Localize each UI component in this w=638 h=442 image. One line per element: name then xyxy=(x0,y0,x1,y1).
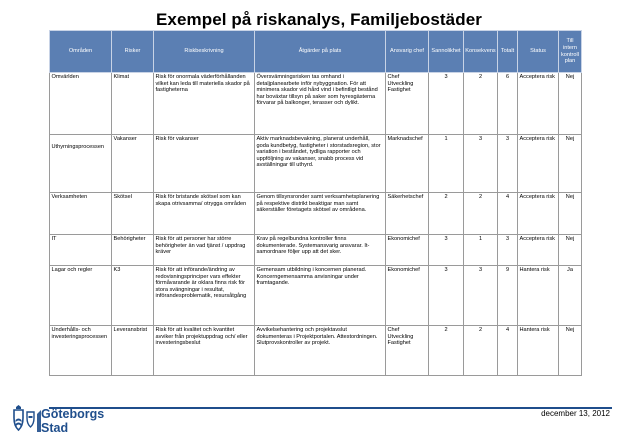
cell-intern-kontroll: Nej xyxy=(559,326,582,376)
col-header-sannolikhet: Sannolikhet xyxy=(429,31,464,73)
cell-ansvarig: Säkerhetschef xyxy=(386,193,429,235)
col-header-riskbeskrivning: Riskbeskrivning xyxy=(154,31,255,73)
table-header-row xyxy=(50,31,613,73)
table-row xyxy=(50,326,613,376)
cell-sannolikhet: 3 xyxy=(429,266,464,326)
cell-omrade: Verksamheten xyxy=(50,193,112,235)
cell-risk: Vakanser xyxy=(112,135,154,193)
cell-konsekvens: 2 xyxy=(464,326,498,376)
cell-sannolikhet: 3 xyxy=(429,235,464,266)
cell-konsekvens: 2 xyxy=(464,193,498,235)
cell-konsekvens: 3 xyxy=(464,266,498,326)
col-header-ansvarig: Ansvarig chef xyxy=(386,31,429,73)
cell-riskbeskrivning: Risk för att införande/ändring av redovisningsprinciper vars effekter förmåvarande är oklara finns risk för stora svängningar i resultat, införandesproblematik, resursåtgång xyxy=(154,266,255,326)
cell-intern-kontroll: Nej xyxy=(559,73,582,135)
cell-riskbeskrivning: Risk för bristande skötsel som kan skapa otrivsamma/ otrygga områden xyxy=(154,193,255,235)
cell-status: Hantera risk xyxy=(518,326,559,376)
risk-table xyxy=(49,30,613,376)
logo-wordmark xyxy=(41,407,104,435)
cell-atgarder: Genom tillsynsronder samt verksamhetsplanering på respektive distrikt beaktigar man samt säkerställer företagets skötsel av områdena. xyxy=(255,193,386,235)
cell-totalt: 3 xyxy=(498,135,518,193)
cell-totalt: 9 xyxy=(498,266,518,326)
cell-risk: K3 xyxy=(112,266,154,326)
table-row xyxy=(50,73,613,135)
cell-risk: Behörigheter xyxy=(112,235,154,266)
table-row xyxy=(50,193,613,235)
cell-intern-kontroll: Ja xyxy=(559,266,582,326)
cell-omrade: IT xyxy=(50,235,112,266)
cell-sannolikhet: 1 xyxy=(429,135,464,193)
col-header-omraden: Områden xyxy=(50,31,112,73)
cell-sannolikhet: 2 xyxy=(429,326,464,376)
cell-totalt: 4 xyxy=(498,193,518,235)
cell-status: Acceptera risk xyxy=(518,135,559,193)
cell-atgarder: Avvikelsehantering och projektavslut dokumenteras i Projektportalen. Attestordningen. Slutprovskontroller av projekt. xyxy=(255,326,386,376)
cell-atgarder: Översvämningsrisken tas omhand i detaljplanearbete inför nybyggnation. För att minimera skador vid hård vind i befintligt bestånd har boväxtar tillsyn på saker som hyresgästerna förvarar på balkonger, terasser och dylikt. xyxy=(255,73,386,135)
cell-omrade: Underhålls- och investeringsprocessen xyxy=(50,326,112,376)
cell-konsekvens: 3 xyxy=(464,135,498,193)
footer-divider xyxy=(49,407,612,409)
cell-status: Acceptera risk xyxy=(518,73,559,135)
cell-atgarder: Krav på regelbundna kontroller finns dokumenterade. Systemansvarig ansvarar. It-samordnare följer upp att det sker. xyxy=(255,235,386,266)
cell-risk: Klimat xyxy=(112,73,154,135)
col-header-till-intern-kontroll: Till intern kontroll plan xyxy=(559,31,582,73)
col-header-totalt: Totalt xyxy=(498,31,518,73)
col-header-risker: Risker xyxy=(112,31,154,73)
cell-konsekvens: 1 xyxy=(464,235,498,266)
cell-ansvarig: Ekonomichef xyxy=(386,266,429,326)
cell-intern-kontroll: Nej xyxy=(559,235,582,266)
cell-omrade: Omvärlden xyxy=(50,73,112,135)
table-row xyxy=(50,266,613,326)
cell-totalt: 6 xyxy=(498,73,518,135)
cell-ansvarig: Chef Utveckling Fastighet xyxy=(386,73,429,135)
document-title: Exempel på riskanalys, Familjebostäder xyxy=(155,10,482,29)
cell-riskbeskrivning: Risk för vakanser xyxy=(154,135,255,193)
table-row xyxy=(50,135,613,193)
logo-text-line1: Göteborgs xyxy=(41,407,105,421)
cell-sannolikhet: 2 xyxy=(429,193,464,235)
cell-sannolikhet: 3 xyxy=(429,73,464,135)
cell-omrade: Uthyrningsprocessen xyxy=(50,135,112,193)
cell-riskbeskrivning: Risk för att personer har större behörigheter än vad tjänst / uppdrag kräver xyxy=(154,235,255,266)
cell-status: Hantera risk xyxy=(518,266,559,326)
cell-totalt: 4 xyxy=(498,326,518,376)
cell-ansvarig: Ekonomichef xyxy=(386,235,429,266)
cell-riskbeskrivning: Risk för onormala väderförhållanden vilket kan leda till materiella skador på fastigheterna xyxy=(154,73,255,135)
cell-status: Acceptera risk xyxy=(518,235,559,266)
cell-risk: Skötsel xyxy=(112,193,154,235)
cell-totalt: 3 xyxy=(498,235,518,266)
logo-text-line2: Stad xyxy=(41,421,69,435)
cell-intern-kontroll: Nej xyxy=(559,135,582,193)
cell-intern-kontroll: Nej xyxy=(559,193,582,235)
cell-ansvarig: Marknadschef xyxy=(386,135,429,193)
cell-ansvarig: Chef Utveckling Fastighet xyxy=(386,326,429,376)
col-header-atgarder: Åtgärder på plats xyxy=(255,31,386,73)
cell-atgarder: Aktiv marknadsbevakning, planerat underhåll, goda kundbetyg, fastigheter i storstadsregion, stor variation i beståndet, tydliga rapporter och uppföljning av vakanser, snabb process vid avställningar till uthyrd. xyxy=(255,135,386,193)
cell-konsekvens: 2 xyxy=(464,73,498,135)
cell-status: Acceptera risk xyxy=(518,193,559,235)
col-header-konsekvens: Konsekvens xyxy=(464,31,498,73)
table-row xyxy=(50,235,613,266)
cell-risk: Leveransbrist xyxy=(112,326,154,376)
cell-riskbeskrivning: Risk för att kvalitet och kvantitet avviker från projektuppdrag och/ eller investeringsbeslut xyxy=(154,326,255,376)
cell-omrade: Lagar och regler xyxy=(50,266,112,326)
document-date: december 13, 2012 xyxy=(541,409,610,418)
cell-atgarder: Gemensam utbildning i koncernen planerad. Koncerngemensamma anvisningar under framtagande. xyxy=(255,266,386,326)
col-header-status: Status xyxy=(518,31,559,73)
